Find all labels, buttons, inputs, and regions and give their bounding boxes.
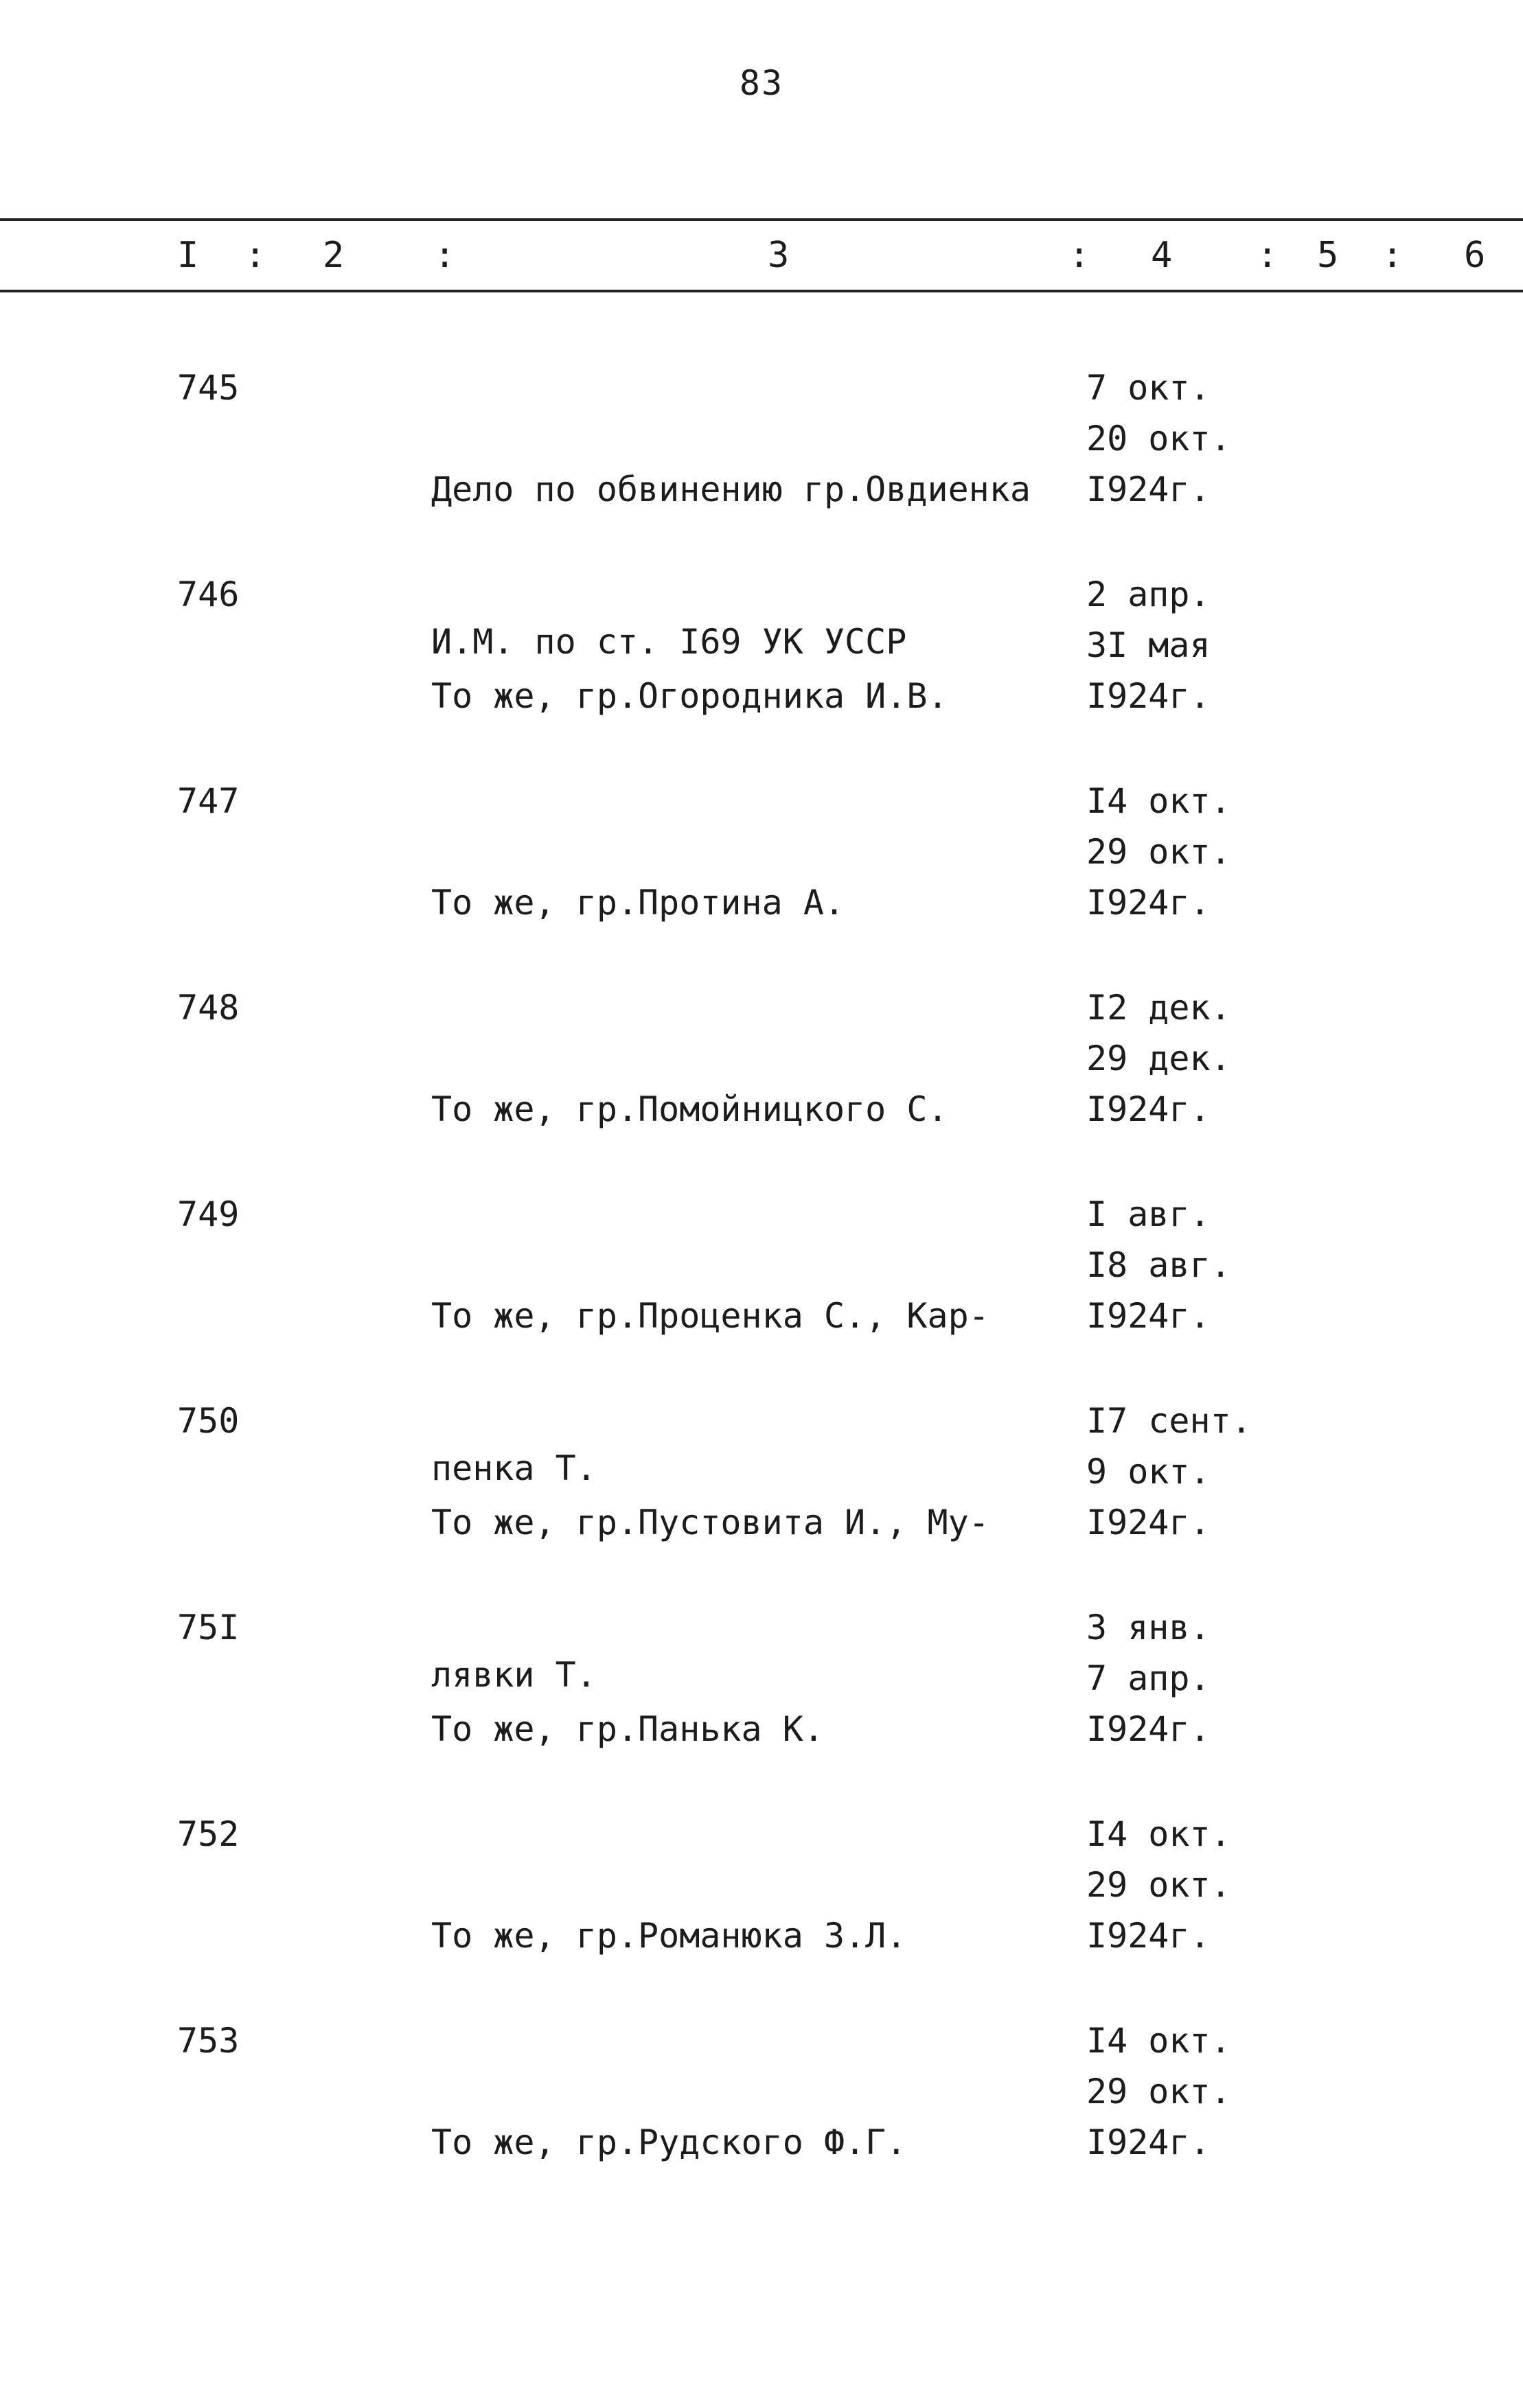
start-date: I авг. <box>1086 1194 1211 1234</box>
description-line: Дело по обвинению гр.Овдиенка <box>431 470 1031 509</box>
header-col-2: 2 <box>323 235 345 276</box>
year: I924г. <box>1086 1296 1211 1336</box>
start-date: I2 дек. <box>1086 988 1231 1028</box>
description-line: То же, гр.Пустовита И., Му- <box>431 1503 989 1542</box>
description-line: То же, гр.Огородника И.В. <box>431 676 948 716</box>
end-date: 29 окт. <box>1086 832 1231 872</box>
end-date: 29 дек. <box>1086 1039 1231 1078</box>
entry-dates <box>1086 982 1375 1135</box>
start-date: 7 окт. <box>1086 368 1211 408</box>
year: I924г. <box>1086 1503 1211 1542</box>
year: I924г. <box>1086 1709 1211 1749</box>
start-date: 3 янв. <box>1086 1608 1211 1647</box>
inventory-entry <box>0 1602 1523 1809</box>
table-header <box>0 228 1523 283</box>
header-separator: : <box>1257 235 1279 276</box>
description-line: пенка Т. <box>431 1448 597 1488</box>
header-col-3: 3 <box>768 235 790 276</box>
entry-dates <box>1086 776 1375 928</box>
end-date: 3I мая <box>1086 625 1211 665</box>
entry-dates <box>1086 1396 1375 1548</box>
entry-dates <box>1086 1602 1375 1755</box>
description-line: лявки Т. <box>431 1655 597 1695</box>
description-line: То же, гр.Рудского Ф.Г. <box>431 2122 907 2162</box>
description-line: И.М. по ст. I69 УК УССР <box>431 622 907 662</box>
entry-number: 747 <box>177 781 240 821</box>
end-date: 29 окт. <box>1086 1865 1231 1905</box>
description-line: То же, гр.Протина А. <box>431 883 845 923</box>
header-bottom-rule <box>0 290 1523 292</box>
year: I924г. <box>1086 883 1211 923</box>
entry-description <box>431 2015 1063 2269</box>
description-line: То же, гр.Романюка З.Л. <box>431 1916 907 1956</box>
entry-dates <box>1086 569 1375 721</box>
entry-number: 745 <box>177 368 240 408</box>
year: I924г. <box>1086 1916 1211 1956</box>
end-date: 29 окт. <box>1086 2072 1231 2111</box>
header-separator: : <box>1068 235 1090 276</box>
entry-number: 746 <box>177 575 240 614</box>
entry-number: 748 <box>177 988 240 1028</box>
start-date: I4 окт. <box>1086 2021 1231 2061</box>
header-separator: : <box>1382 235 1404 276</box>
header-top-rule <box>0 218 1523 221</box>
start-date: I7 сент. <box>1086 1401 1252 1441</box>
inventory-list <box>0 362 1523 2222</box>
inventory-entry <box>0 776 1523 982</box>
entry-number: 753 <box>177 2021 240 2061</box>
entry-dates <box>1086 1189 1375 1341</box>
inventory-entry <box>0 982 1523 1189</box>
inventory-entry <box>0 2015 1523 2222</box>
description-line: То же, гр.Проценка С., Кар- <box>431 1296 989 1336</box>
header-col-6: 6 <box>1464 235 1486 276</box>
year: I924г. <box>1086 470 1211 509</box>
header-separator: : <box>434 235 456 276</box>
start-date: 2 апр. <box>1086 575 1211 614</box>
header-col-5: 5 <box>1317 235 1339 276</box>
end-date: 7 апр. <box>1086 1658 1211 1698</box>
entry-number: 750 <box>177 1401 240 1441</box>
page-number: 83 <box>739 63 784 103</box>
entry-number: 75I <box>177 1608 240 1647</box>
description-line: То же, гр.Помойницкого С. <box>431 1089 948 1129</box>
inventory-entry <box>0 1809 1523 2015</box>
entry-dates <box>1086 362 1375 515</box>
start-date: I4 окт. <box>1086 781 1231 821</box>
entry-number: 752 <box>177 1814 240 1854</box>
start-date: I4 окт. <box>1086 1814 1231 1854</box>
entry-dates <box>1086 2015 1375 2168</box>
end-date: 20 окт. <box>1086 419 1231 459</box>
year: I924г. <box>1086 676 1211 716</box>
header-col-4: 4 <box>1151 235 1173 276</box>
description-line: То же, гр.Панька К. <box>431 1709 824 1749</box>
header-col-1: I <box>177 235 199 276</box>
year: I924г. <box>1086 2122 1211 2162</box>
end-date: I8 авг. <box>1086 1245 1231 1285</box>
header-separator: : <box>244 235 266 276</box>
year: I924г. <box>1086 1089 1211 1129</box>
entry-dates <box>1086 1809 1375 1961</box>
end-date: 9 окт. <box>1086 1452 1211 1492</box>
inventory-entry <box>0 569 1523 776</box>
entry-number: 749 <box>177 1194 240 1234</box>
